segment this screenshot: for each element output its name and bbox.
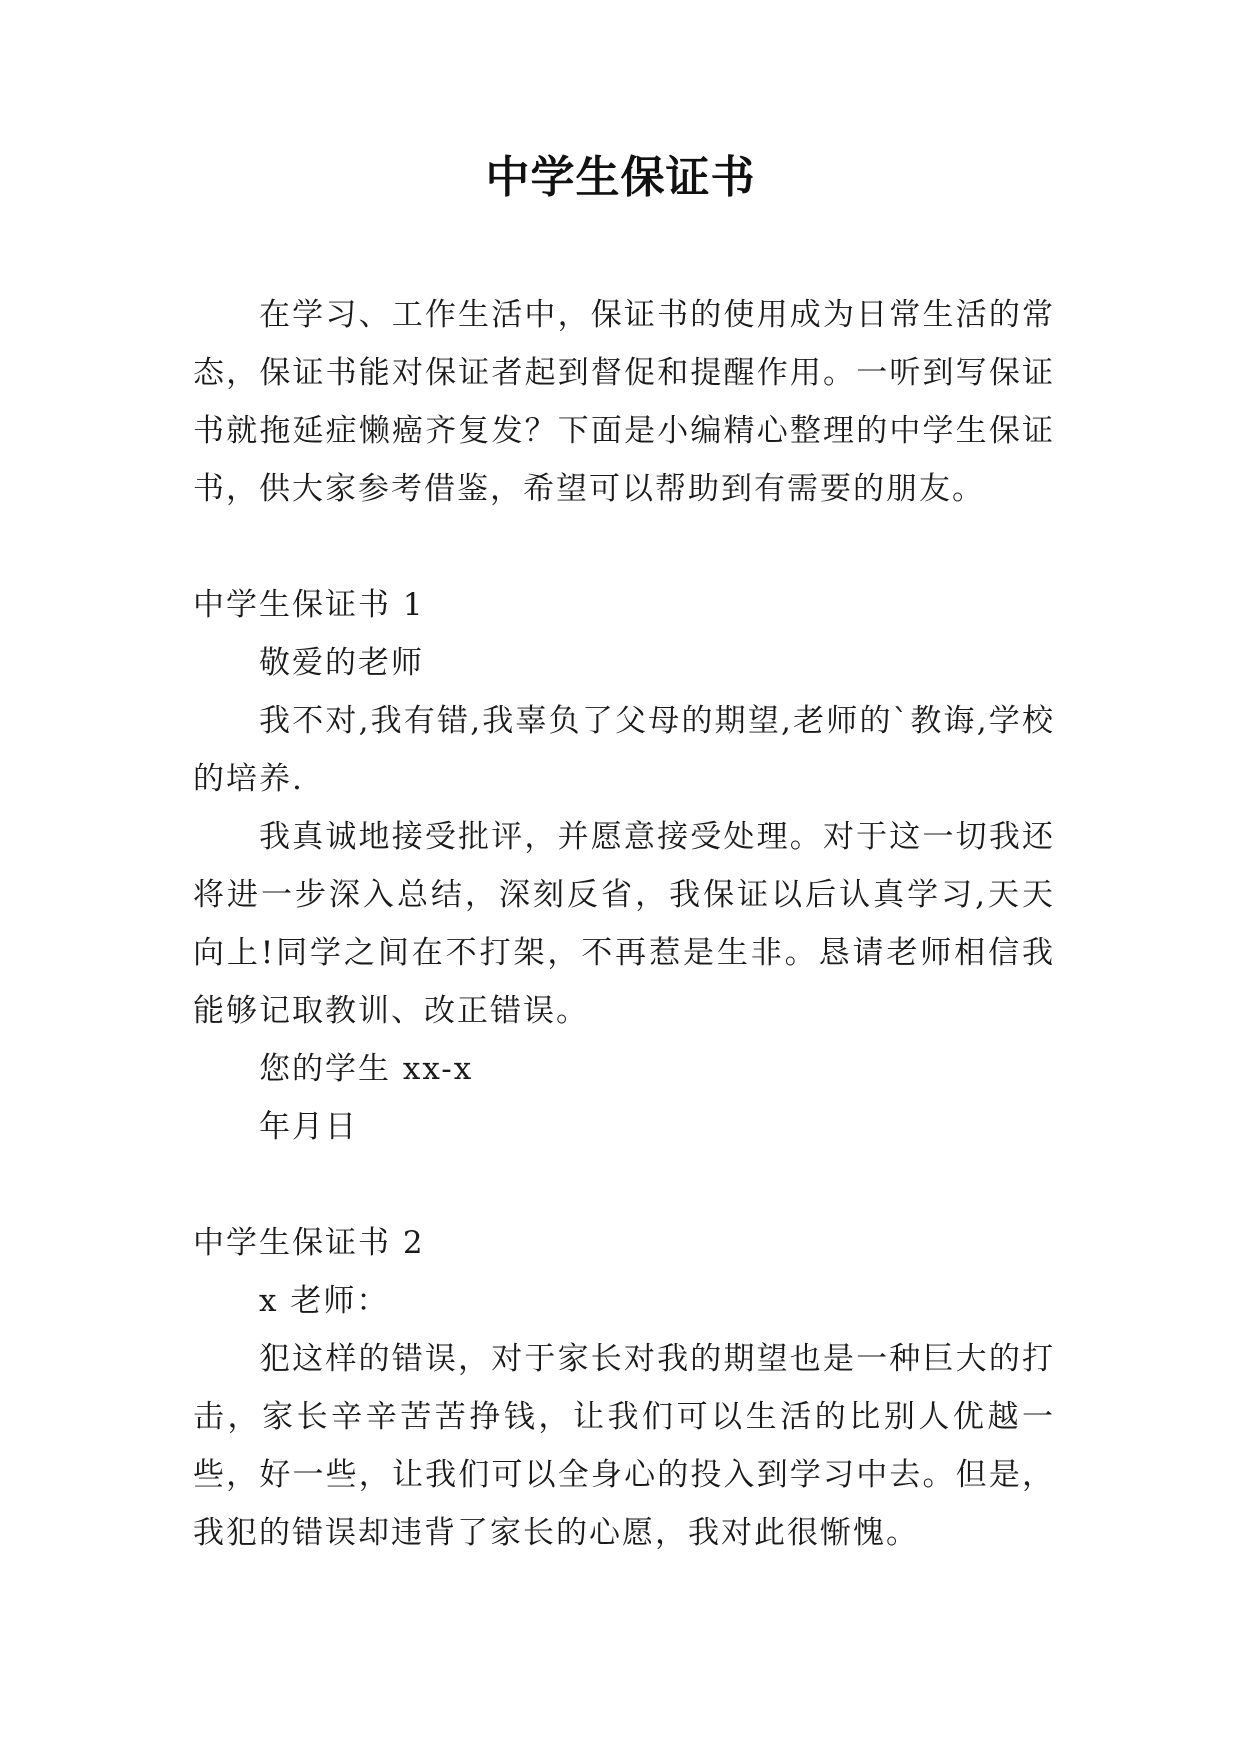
section-heading: 中学生保证书 2: [193, 1225, 425, 1261]
body-paragraph: 我真诚地接受批评，并愿意接受处理。对于这一切我还将进一步深入总结，深刻反省，我保证以后认真学习,天天向上!同学之间在不打架，不再惹是生非。恳请老师相信我能够记取教训、改正错误。: [193, 819, 1055, 1029]
section-1: [193, 576, 1055, 1156]
spacer: [193, 1156, 1055, 1214]
salutation: x 老师：: [259, 1283, 390, 1319]
section-2: [193, 1214, 1055, 1562]
section-heading: 中学生保证书 1: [193, 587, 425, 623]
date-line: 年月日: [259, 1109, 358, 1145]
body-paragraph: 犯这样的错误，对于家长对我的期望也是一种巨大的打击，家长辛辛苦苦挣钱，让我们可以生活的比别人优越一些，好一些，让我们可以全身心的投入到学习中去。但是，我犯的错误却违背了家长的心愿，我对此很惭愧。: [193, 1341, 1055, 1551]
document-title: 中学生保证书: [485, 152, 756, 203]
signature: 您的学生 xx-x: [259, 1051, 474, 1087]
intro-paragraph: 在学习、工作生活中，保证书的使用成为日常生活的常态，保证书能对保证者起到督促和提醒作用。一听到写保证书就拖延症懒癌齐复发？下面是小编精心整理的中学生保证书，供大家参考借鉴，希望可以帮助到有需要的朋友。: [193, 297, 1055, 507]
salutation: 敬爱的老师: [259, 645, 424, 681]
body-paragraph: 我不对,我有错,我辜负了父母的期望,老师的`教诲,学校的培养.: [193, 703, 1055, 797]
spacer: [193, 518, 1055, 576]
document-body: [193, 286, 1055, 1562]
